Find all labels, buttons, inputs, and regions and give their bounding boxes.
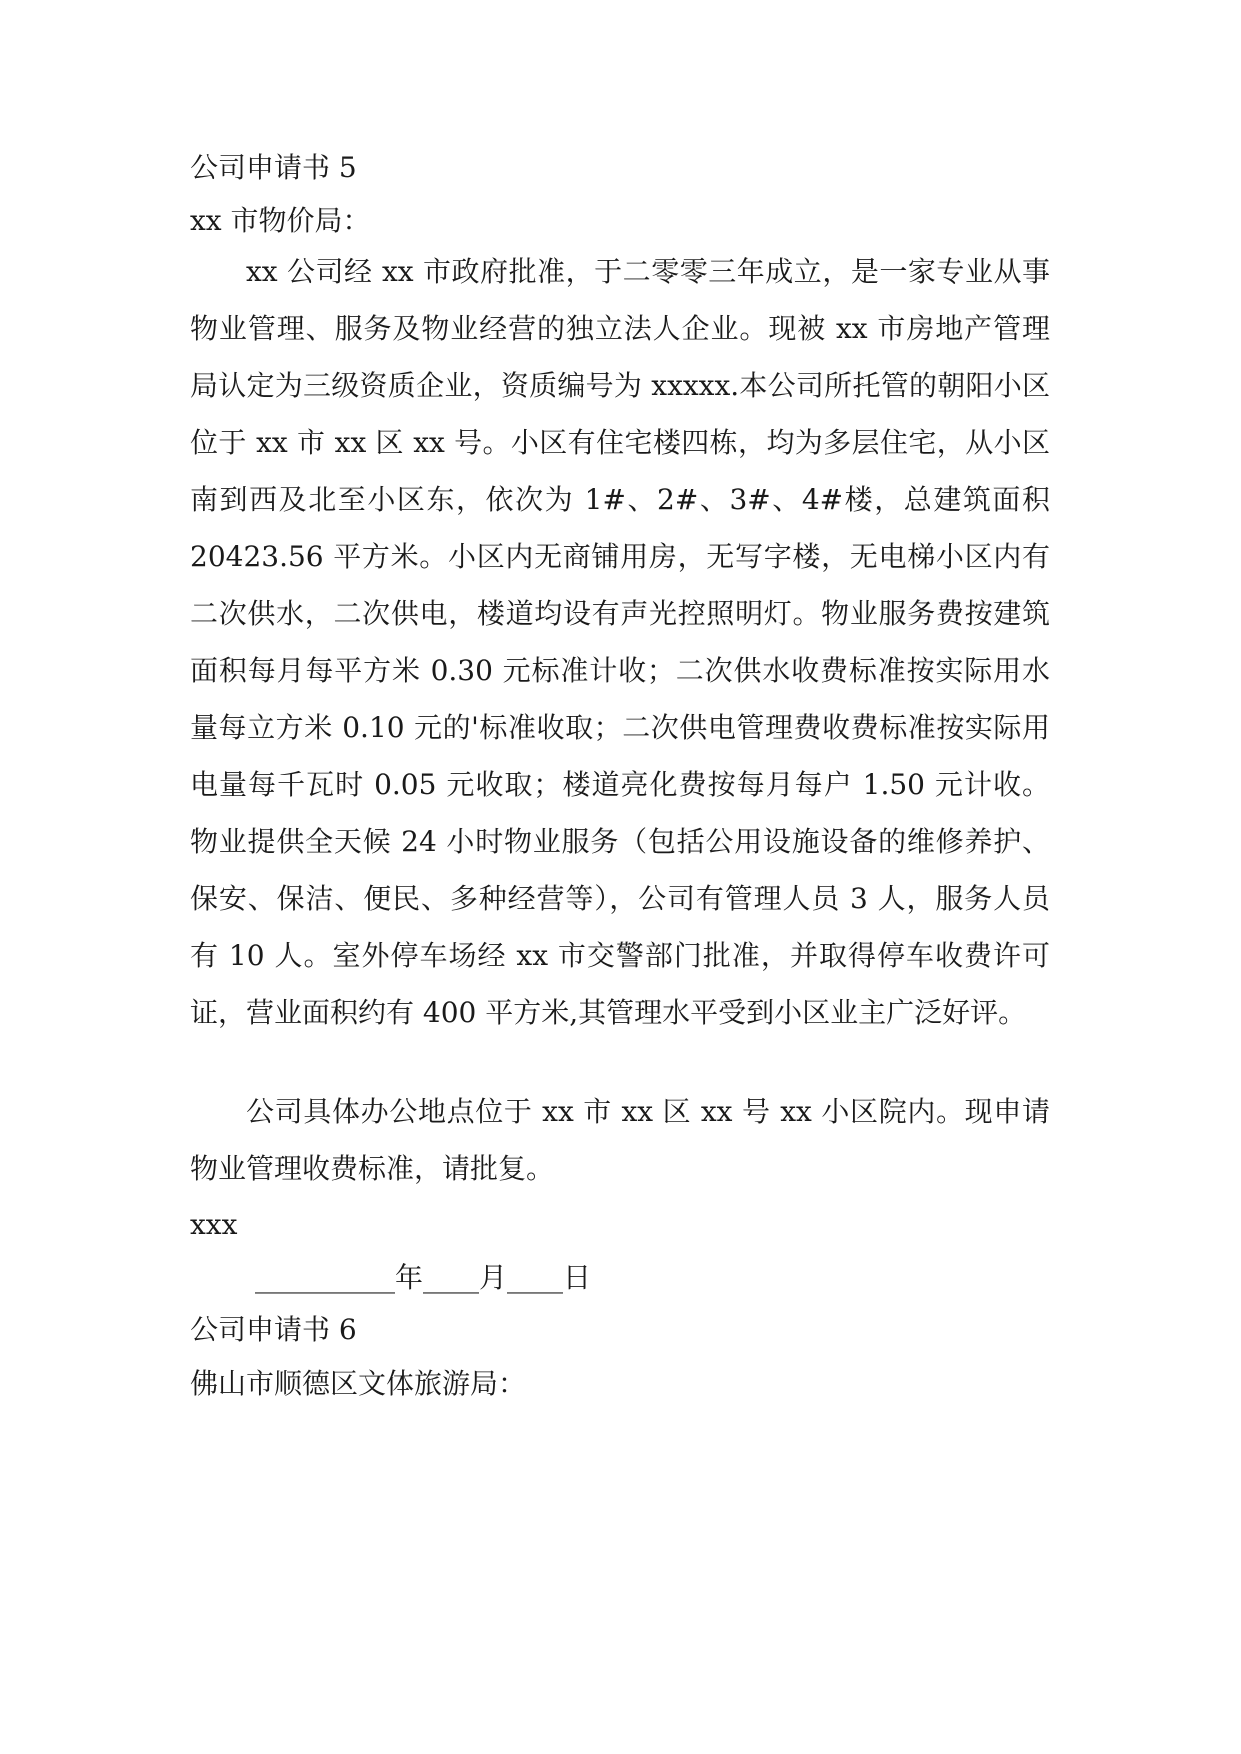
section-5-recipient: xx 市物价局： [190,204,371,237]
date-line: __________年____月____日 [255,1261,592,1294]
section-6-recipient: 佛山市顺德区文体旅游局： [190,1367,527,1400]
section-5-title: 公司申请书 5 [190,151,357,184]
section-5-body-paragraph-2: 公司具体办公地点位于 xx 市 xx 区 xx 号 xx 小区院内。现申请物业管理收费标准，请批复。 [190,1095,1050,1185]
section-6-title: 公司申请书 6 [190,1313,357,1346]
section-5-body-paragraph-1: xx 公司经 xx 市政府批准，于二零零三年成立，是一家专业从事物业管理、服务及物业经营的独立法人企业。现被 xx 市房地产管理局认定为三级资质企业，资质编号为 xxxxx.本公司所托管的朝阳小区位于 xx 市 xx 区 xx 号。小区有住宅楼四栋，均为多层住宅，从小区南到西及北至小区东，依次为 1#、2#、3#、4#楼，总建筑面积 20423.56 平方米。小区内无商铺用房，无写字楼，无电梯小区内有二次供水，二次供电，楼道均设有声光控照明灯。物业服务费按建筑面积每月每平方米 0.30 元标准计收；二次供水收费标准按实际用水量每立方米 0.10 元的'标准收取；二次供电管理费收费标准按实际用电量每千瓦时 0.05 元收取；楼道亮化费按每月每户 1.50 元计收。物业提供全天候 24 小时物业服务（包括公用设施设备的维修养护、保安、保洁、便民、多种经营等），公司有管理人员 3 人，服务人员有 10 人。室外停车场经 xx 市交警部门批准，并取得停车收费许可证，营业面积约有 400 平方米,其管理水平受到小区业主广泛好评。 [190,255,1050,1029]
signature: xxx [190,1208,238,1241]
